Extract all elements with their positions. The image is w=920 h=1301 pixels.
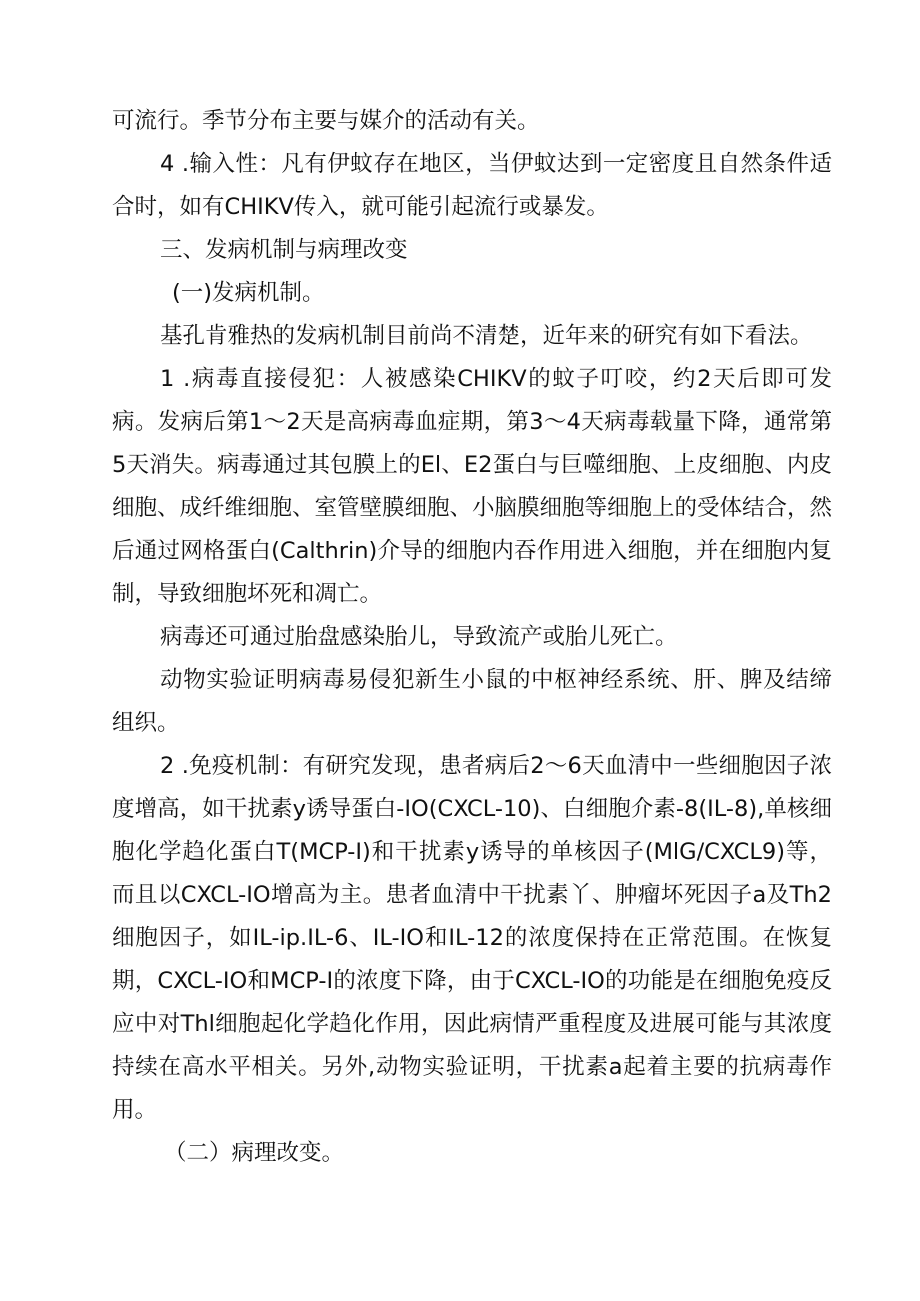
subsection-heading-pathogenesis: (一)发病机制。 [172, 280, 325, 306]
paragraph-immune-mechanism: 2 .免疫机制：有研究发现，患者病后2～6天血清中一些细胞因子浓度增高，如干扰素y诱导蛋白-IO(CXCL-10)、白细胞介素-8(IL-8),单核细胞化学趋化蛋白T(MCP-I)和干扰素y诱导的单核因子(MlG/CXCL9)等，而且以CXCL-IO增高为主。患者血清中干扰素丫、肿瘤坏死因子a及Th2细胞因子，如IL-ip.IL-6、IL-IO和IL-12的浓度保持在正常范围。在恢复期，CXCL-IO和MCP-I的浓度下降，由于CXCL-IO的功能是在细胞免疫反应中对Thl细胞起化学趋化作用，因此病情严重程度及进展可能与其浓度持续在高水平相关。另外,动物实验证明，干扰素a起着主要的抗病毒作用。 [112, 753, 832, 1123]
paragraph-pathogenesis-intro: 基孔肯雅热的发病机制目前尚不清楚，近年来的研究有如下看法。 [160, 323, 813, 349]
section-heading: 三、发病机制与病理改变 [160, 237, 408, 263]
paragraph-continuation: 可流行。季节分布主要与媒介的活动有关。 [112, 108, 540, 134]
paragraph-animal-experiment: 动物实验证明病毒易侵犯新生小鼠的中枢神经系统、肝、脾及结缔组织。 [112, 667, 832, 736]
paragraph-direct-invasion: 1 .病毒直接侵犯：人被感染CHIKV的蚊子叮咬，约2天后即可发病。发病后第1～2天是高病毒血症期，第3～4天病毒载量下降，通常第5天消失。病毒通过其包膜上的El、E2蛋白与巨噬细胞、上皮细胞、内皮细胞、成纤维细胞、室管壁膜细胞、小脑膜细胞等细胞上的受体结合，然后通过网格蛋白(Calthrin)介导的细胞内吞作用进入细胞，并在细胞内复制，导致细胞坏死和凋亡。 [112, 366, 833, 607]
subsection-heading-pathology: （二）病理改变。 [164, 1140, 345, 1166]
paragraph-placental-infection: 病毒还可通过胎盘感染胎儿，导致流产或胎儿死亡。 [160, 624, 678, 650]
paragraph-imported-cases: 4 .输入性：凡有伊蚊存在地区，当伊蚊达到一定密度且自然条件适合时，如有CHIKV传入，就可能引起流行或暴发。 [112, 151, 832, 220]
